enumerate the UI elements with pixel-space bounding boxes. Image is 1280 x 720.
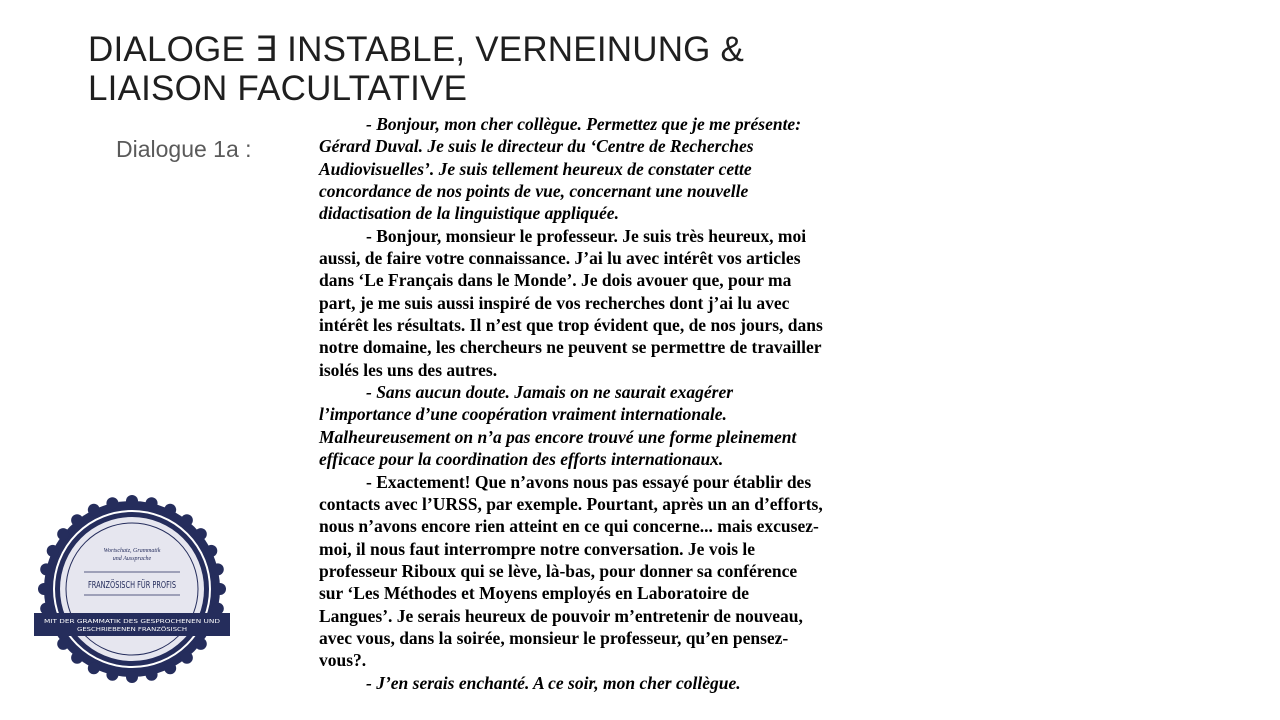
badge-ribbon-text-1: MIT DER GRAMMATIK DES GESPROCHENEN UND	[44, 619, 220, 625]
badge-ribbon-text-2: GESCHRIEBENEN FRANZÖSISCH	[77, 627, 166, 633]
badge-scallop	[71, 652, 83, 664]
dialogue-line: - Bonjour, mon cher collègue. Permettez que je me présente: Gérard Duval. Je suis le directeur du ‘Centre de Recherches Audiovisuelles’. Je suis tellement heureux de constater cette concordance de nos points de vue, concernant une nouvelle didactisation de la linguistique appliquée.	[319, 114, 802, 224]
badge-scallop	[212, 563, 224, 575]
badge-scallop	[106, 669, 118, 681]
course-badge-logo	[32, 494, 232, 684]
slide-title: DIALOGE ∃ INSTABLE, VERNEINUNG & LIAISON FACULTATIVE	[88, 30, 745, 108]
badge-scallop	[88, 662, 100, 674]
badge-seal-icon	[32, 494, 232, 684]
badge-scallop	[38, 583, 50, 595]
badge-scallop	[205, 545, 217, 557]
badge-center-text: FRANZÖSISCH FÜR PROFIS	[88, 580, 222, 591]
dialogue-line: - Exactement! Que n’avons nous pas essayé pour établir des contacts avec l’URSS, par exemple. Pourtant, après un an d’efforts, nous n’avons encore rien atteint en ce qui concerne... mais excusez-moi, il nous faut interrompre notre conversation. Je vois le professeur Riboux qui se lève, là-bas, pour donner sa conférence sur ‘Les Méthodes et Moyens employés en Laboratoire de Langues’. Je serais heureux de pouvoir m’entretenir de nouveau, avec vous, dans la soirée, monsieur le professeur, qu’en pensez-vous?.	[319, 471, 823, 671]
badge-scallop	[214, 583, 226, 595]
badge-scallop	[71, 514, 83, 526]
badge-scallop	[195, 638, 207, 650]
badge-scallop	[47, 545, 59, 557]
badge-scallop	[126, 495, 138, 507]
badge-scallop	[126, 671, 138, 683]
badge-scallop	[57, 638, 69, 650]
badge-scallop	[106, 497, 118, 509]
dialogue-line: - Bonjour, monsieur le professeur. Je suis très heureux, moi aussi, de faire votre connaissance. J’ai lu avec intérêt vos articles dans ‘Le Français dans le Monde’. Je dois avouer que, pour ma part, je me suis aussi inspiré de vos recherches dont j’ai lu avec intérêt les résultats. Il n’est que trop évident que, de nos jours, dans notre domaine, les chercheurs ne peuvent se permettre de travailler isolés les uns des autres.	[319, 225, 823, 380]
badge-scallop	[40, 603, 52, 615]
dialogue-label: Dialogue 1a :	[116, 136, 252, 162]
dialogue-line: - J’en serais enchanté. A ce soir, mon cher collègue.	[366, 672, 741, 693]
badge-scallop	[164, 504, 176, 516]
badge-scallop	[57, 528, 69, 540]
badge-scallop	[40, 563, 52, 575]
badge-top-text-2: und Aussprache	[112, 556, 152, 562]
badge-scallop	[146, 669, 158, 681]
badge-scallop	[195, 528, 207, 540]
badge-scallop	[181, 652, 193, 664]
badge-scallop	[181, 514, 193, 526]
badge-scallop	[212, 603, 224, 615]
badge-scallop	[88, 504, 100, 516]
dialogue-text	[319, 113, 825, 694]
badge-top-text-1: Wortschatz, Grammatik	[103, 548, 161, 554]
badge-scallop	[146, 497, 158, 509]
dialogue-line: - Sans aucun doute. Jamais on ne saurait exagérer l’importance d’une coopération vraiment internationale. Malheureusement on n’a pas encore trouvé une forme pleinement efficace pour la coordination des efforts internationaux.	[319, 382, 797, 470]
badge-scallop	[164, 662, 176, 674]
